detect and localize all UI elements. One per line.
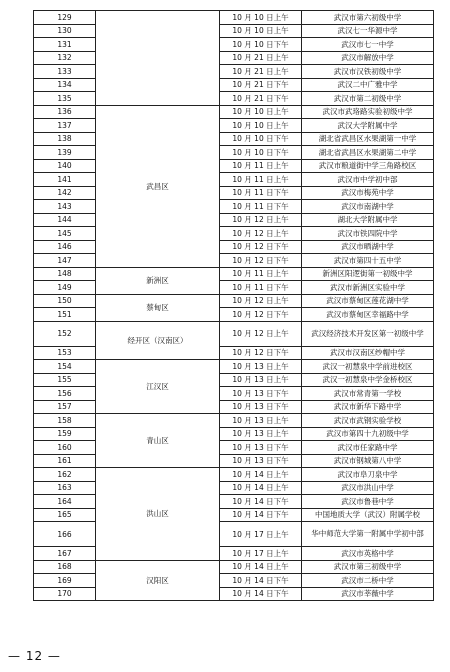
- table-row: [34, 346, 434, 360]
- district-cell: 蔡甸区: [96, 294, 220, 321]
- exam-time: 10 月 13 日上午: [220, 427, 302, 441]
- district-cell: 经开区（汉南区）: [96, 321, 220, 360]
- row-number: 153: [34, 346, 96, 360]
- exam-time: 10 月 11 日上午: [220, 159, 302, 173]
- school-name: 武汉市洪山中学: [302, 481, 434, 495]
- school-name: 武汉市二桥中学: [302, 574, 434, 588]
- row-number: 139: [34, 146, 96, 160]
- exam-time: 10 月 14 日下午: [220, 495, 302, 509]
- row-number: 159: [34, 427, 96, 441]
- row-number: 155: [34, 373, 96, 387]
- row-number: 143: [34, 200, 96, 214]
- school-name: 武汉市蔡甸区幸福路中学: [302, 308, 434, 322]
- table-row: [34, 574, 434, 588]
- school-name: 武汉市第三初级中学: [302, 560, 434, 574]
- exam-time: 10 月 21 日上午: [220, 65, 302, 79]
- row-number: 156: [34, 387, 96, 401]
- table-row: [34, 508, 434, 522]
- row-number: 151: [34, 308, 96, 322]
- school-name: 武汉市蔡甸区莲花湖中学: [302, 294, 434, 308]
- exam-time: 10 月 13 日下午: [220, 441, 302, 455]
- table-row: [34, 173, 434, 187]
- school-name: 武汉市常青第一学校: [302, 387, 434, 401]
- school-name: 武汉市第四十九初级中学: [302, 427, 434, 441]
- table-row: [34, 159, 434, 173]
- school-name: 武汉市第六初级中学: [302, 11, 434, 25]
- row-number: 138: [34, 132, 96, 146]
- exam-time: 10 月 10 日下午: [220, 132, 302, 146]
- table-row: [34, 360, 434, 374]
- school-name: 武汉市鲁巷中学: [302, 495, 434, 509]
- table-row: [34, 51, 434, 65]
- school-name: 武汉市英格中学: [302, 547, 434, 561]
- table-row: [34, 78, 434, 92]
- district-cell: 青山区: [96, 414, 220, 468]
- exam-time: 10 月 13 日上午: [220, 360, 302, 374]
- district-cell: 江汉区: [96, 360, 220, 414]
- school-name: 武汉一初慧泉中学前进校区: [302, 360, 434, 374]
- table-row: [34, 92, 434, 106]
- row-number: 140: [34, 159, 96, 173]
- row-number: 166: [34, 522, 96, 547]
- exam-time: 10 月 11 日下午: [220, 200, 302, 214]
- exam-time: 10 月 10 日下午: [220, 146, 302, 160]
- row-number: 141: [34, 173, 96, 187]
- school-name: 武汉市莘薇中学: [302, 587, 434, 601]
- school-name: 武汉市中学初中部: [302, 173, 434, 187]
- district-cell: 新洲区: [96, 267, 220, 294]
- school-name: 武汉市新华下路中学: [302, 400, 434, 414]
- row-number: 170: [34, 587, 96, 601]
- exam-time: 10 月 10 日上午: [220, 119, 302, 133]
- table-row: [34, 454, 434, 468]
- exam-time: 10 月 21 日下午: [220, 78, 302, 92]
- row-number: 142: [34, 186, 96, 200]
- exam-time: 10 月 11 日下午: [220, 281, 302, 295]
- table-row: [34, 281, 434, 295]
- row-number: 146: [34, 240, 96, 254]
- row-number: 134: [34, 78, 96, 92]
- row-number: 130: [34, 24, 96, 38]
- table-row: [34, 587, 434, 601]
- school-name: 武汉市铁四院中学: [302, 227, 434, 241]
- exam-time: 10 月 12 日上午: [220, 321, 302, 346]
- row-number: 169: [34, 574, 96, 588]
- exam-time: 10 月 14 日上午: [220, 468, 302, 482]
- exam-time: 10 月 10 日上午: [220, 105, 302, 119]
- exam-time: 10 月 12 日下午: [220, 308, 302, 322]
- exam-time: 10 月 13 日上午: [220, 373, 302, 387]
- school-name: 湖北省武昌区水果湖第一中学: [302, 132, 434, 146]
- exam-time: 10 月 21 日下午: [220, 92, 302, 106]
- exam-time: 10 月 10 日上午: [220, 24, 302, 38]
- table-row: [34, 308, 434, 322]
- row-number: 137: [34, 119, 96, 133]
- exam-time: 10 月 12 日上午: [220, 227, 302, 241]
- row-number: 132: [34, 51, 96, 65]
- row-number: 162: [34, 468, 96, 482]
- table-row: [34, 294, 434, 308]
- exam-time: 10 月 12 日上午: [220, 294, 302, 308]
- table-row: [34, 227, 434, 241]
- exam-time: 10 月 10 日上午: [220, 11, 302, 25]
- table-row: [34, 481, 434, 495]
- school-name: 武汉一初慧泉中学金桥校区: [302, 373, 434, 387]
- row-number: 158: [34, 414, 96, 428]
- school-name: 武汉市阜刀泉中学: [302, 468, 434, 482]
- table-row: [34, 213, 434, 227]
- row-number: 145: [34, 227, 96, 241]
- exam-schedule-table: [33, 10, 434, 601]
- table-row: [34, 468, 434, 482]
- table-row: [34, 400, 434, 414]
- exam-time: 10 月 13 日下午: [220, 387, 302, 401]
- row-number: 149: [34, 281, 96, 295]
- school-name: 武汉市武珞路实验初级中学: [302, 105, 434, 119]
- school-name: 武汉市任家路中学: [302, 441, 434, 455]
- row-number: 154: [34, 360, 96, 374]
- row-number: 164: [34, 495, 96, 509]
- school-name: 武汉七一华源中学: [302, 24, 434, 38]
- school-name: 武汉市晒湖中学: [302, 240, 434, 254]
- table-row: [34, 547, 434, 561]
- row-number: 131: [34, 38, 96, 52]
- row-number: 147: [34, 254, 96, 268]
- exam-time: 10 月 11 日下午: [220, 186, 302, 200]
- row-number: 150: [34, 294, 96, 308]
- row-number: 152: [34, 321, 96, 346]
- school-name: 武汉大学附属中学: [302, 119, 434, 133]
- exam-time: 10 月 12 日下午: [220, 346, 302, 360]
- district-cell: 汉阳区: [96, 560, 220, 601]
- exam-time: 10 月 12 日下午: [220, 254, 302, 268]
- exam-time: 10 月 14 日上午: [220, 481, 302, 495]
- school-name: 武汉经济技术开发区第一初级中学: [302, 321, 434, 346]
- table-row: [34, 427, 434, 441]
- table-row: [34, 186, 434, 200]
- school-name: 武汉市南湖中学: [302, 200, 434, 214]
- table-row: [34, 373, 434, 387]
- table-row: [34, 387, 434, 401]
- school-name: 武汉二中广雅中学: [302, 78, 434, 92]
- row-number: 161: [34, 454, 96, 468]
- exam-time: 10 月 13 日下午: [220, 454, 302, 468]
- table-row: [34, 522, 434, 547]
- exam-time: 10 月 12 日下午: [220, 240, 302, 254]
- school-name: 新洲区阳逻街第一初级中学: [302, 267, 434, 281]
- school-name: 中国地质大学（武汉）附属学校: [302, 508, 434, 522]
- row-number: 129: [34, 11, 96, 25]
- school-name: 武汉市钢城第八中学: [302, 454, 434, 468]
- row-number: 167: [34, 547, 96, 561]
- exam-time: 10 月 14 日下午: [220, 574, 302, 588]
- row-number: 135: [34, 92, 96, 106]
- exam-time: 10 月 13 日上午: [220, 414, 302, 428]
- exam-time: 10 月 13 日下午: [220, 400, 302, 414]
- school-name: 湖北省武昌区水果湖第二中学: [302, 146, 434, 160]
- page-number: — 12 —: [8, 649, 61, 663]
- district-cell: 武昌区: [96, 105, 220, 267]
- exam-time: 10 月 12 日上午: [220, 213, 302, 227]
- row-number: 168: [34, 560, 96, 574]
- table-row: [34, 146, 434, 160]
- exam-time: 10 月 14 日下午: [220, 508, 302, 522]
- district-cell: 洪山区: [96, 468, 220, 561]
- table-row: [34, 24, 434, 38]
- schedule-table-body: [34, 11, 434, 601]
- table-row: [34, 441, 434, 455]
- district-cell: [96, 11, 220, 106]
- school-name: 武汉市武钢实验学校: [302, 414, 434, 428]
- row-number: 160: [34, 441, 96, 455]
- exam-time: 10 月 21 日上午: [220, 51, 302, 65]
- exam-time: 10 月 14 日下午: [220, 587, 302, 601]
- school-name: 华中师范大学第一附属中学初中部: [302, 522, 434, 547]
- exam-time: 10 月 17 日上午: [220, 522, 302, 547]
- table-row: [34, 200, 434, 214]
- table-row: [34, 105, 434, 119]
- table-row: [34, 414, 434, 428]
- table-row: [34, 11, 434, 25]
- exam-time: 10 月 17 日上午: [220, 547, 302, 561]
- school-name: 湖北大学附属中学: [302, 213, 434, 227]
- school-name: 武汉市第二初级中学: [302, 92, 434, 106]
- exam-time: 10 月 11 日上午: [220, 173, 302, 187]
- school-name: 武汉市梅苑中学: [302, 186, 434, 200]
- row-number: 165: [34, 508, 96, 522]
- table-row: [34, 240, 434, 254]
- table-row: [34, 321, 434, 346]
- row-number: 136: [34, 105, 96, 119]
- table-row: [34, 132, 434, 146]
- table-row: [34, 119, 434, 133]
- table-row: [34, 38, 434, 52]
- school-name: 武汉市新洲区实验中学: [302, 281, 434, 295]
- table-row: [34, 560, 434, 574]
- table-row: [34, 254, 434, 268]
- exam-time: 10 月 11 日上午: [220, 267, 302, 281]
- table-row: [34, 495, 434, 509]
- row-number: 133: [34, 65, 96, 79]
- row-number: 148: [34, 267, 96, 281]
- row-number: 157: [34, 400, 96, 414]
- school-name: 武汉市解放中学: [302, 51, 434, 65]
- school-name: 武汉市七一中学: [302, 38, 434, 52]
- table-row: [34, 65, 434, 79]
- school-name: 武汉市汉南区纱帽中学: [302, 346, 434, 360]
- school-name: 武汉市汉铁初级中学: [302, 65, 434, 79]
- school-name: 武汉市第四十五中学: [302, 254, 434, 268]
- row-number: 144: [34, 213, 96, 227]
- table-row: [34, 267, 434, 281]
- exam-time: 10 月 10 日下午: [220, 38, 302, 52]
- row-number: 163: [34, 481, 96, 495]
- school-name: 武汉市粮道街中学三角路校区: [302, 159, 434, 173]
- exam-time: 10 月 14 日上午: [220, 560, 302, 574]
